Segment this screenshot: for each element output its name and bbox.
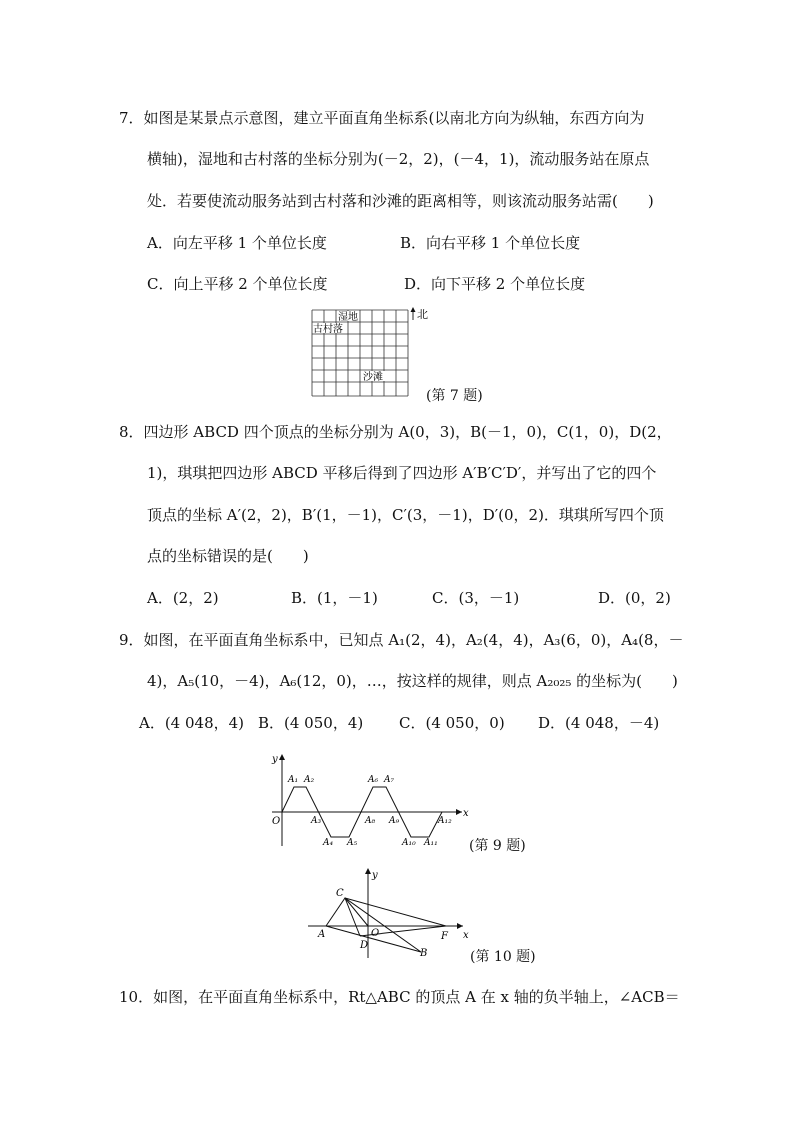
q10-origin-label: O: [371, 928, 380, 939]
q8-option-a: A．(2，2): [147, 589, 219, 607]
q10-x-label: x: [463, 930, 469, 941]
q9-figure: [262, 750, 472, 850]
q9-point-label: A₃: [311, 816, 322, 826]
q10-point-label: C: [336, 888, 344, 899]
q9-line-1: 9．如图，在平面直角坐标系中，已知点 A₁(2，4)，A₂(4，4)，A₃(6，0)，A₄(8，－: [119, 631, 684, 649]
q10-figure: [308, 866, 473, 961]
q9-y-label: y: [272, 754, 278, 765]
q9-line-2: 4)，A₅(10，－4)，A₆(12，0)，…，按这样的规律，则点 A₂₀₂₅ 的坐标为( ): [147, 672, 678, 690]
q9-point-label: A₉: [389, 816, 400, 826]
q10-point-label: D: [360, 940, 369, 951]
q9-origin-label: O: [272, 816, 281, 827]
q7-grid-figure: [300, 300, 440, 400]
q7-label-beach: 沙滩: [363, 372, 383, 383]
q9-point-label: A₁₂: [438, 816, 452, 826]
q7-line-3: 处．若要使流动服务站到古村落和沙滩的距离相等，则该流动服务站需( ): [147, 192, 654, 210]
q7-label-north: 北: [417, 308, 428, 321]
q10-segment-cf: [345, 898, 446, 926]
q10-caption: (第 10 题): [470, 949, 536, 965]
q7-line-2: 横轴)，湿地和古村落的坐标分别为(－2，2)，(－4，1)，流动服务站在原点: [147, 150, 650, 168]
q9-point-label: A₂: [304, 775, 315, 785]
q9-point-label: A₆: [368, 775, 379, 785]
q7-caption: (第 7 题): [426, 388, 483, 404]
q7-grid-lines: [312, 310, 408, 396]
q10-line-1: 10．如图，在平面直角坐标系中，Rt△ABC 的顶点 A 在 x 轴的负半轴上，∠ACB＝: [119, 988, 680, 1006]
q7-line-1: 7．如图是某景点示意图，建立平面直角坐标系(以南北方向为纵轴，东西方向为: [119, 109, 645, 127]
q7-option-c: C．向上平移 2 个单位长度: [147, 275, 328, 293]
q7-label-wetland: 湿地: [338, 312, 358, 323]
q9-option-d: D．(4 048，－4): [538, 714, 660, 732]
q8-line-2: 1)，琪琪把四边形 ABCD 平移后得到了四边形 A′B′C′D′，并写出了它的四个: [147, 464, 657, 482]
q9-point-label: A₅: [347, 838, 358, 848]
q7-label-village: 古村落: [313, 324, 343, 335]
q9-x-label: x: [463, 808, 469, 819]
q9-point-label: A₁₁: [424, 838, 438, 848]
q9-point-label: A₈: [365, 816, 376, 826]
q9-option-c: C．(4 050，0): [399, 714, 505, 732]
q9-point-label: A₁: [288, 775, 299, 785]
q8-line-3: 顶点的坐标 A′(2，2)，B′(1，－1)，C′(3，－1)，D′(0，2)．琪琪所写四个顶: [147, 506, 664, 524]
q8-line-1: 8．四边形 ABCD 四个顶点的坐标分别为 A(0，3)，B(－1，0)，C(1，0)，D(2，: [119, 423, 672, 441]
q7-north-arrow: [411, 307, 416, 320]
q7-option-b: B．向右平移 1 个单位长度: [400, 234, 581, 252]
q9-option-b: B．(4 050，4): [258, 714, 364, 732]
q8-option-c: C．(3，－1): [432, 589, 520, 607]
q8-option-d: D．(0，2): [598, 589, 671, 607]
q8-line-4: 点的坐标错误的是( ): [147, 547, 309, 565]
q7-option-a: A．向左平移 1 个单位长度: [147, 234, 327, 252]
q9-option-a: A．(4 048，4): [139, 714, 245, 732]
q7-option-d: D．向下平移 2 个单位长度: [404, 275, 586, 293]
q10-point-label: A: [318, 929, 326, 940]
q9-point-label: A₄: [323, 838, 334, 848]
q9-point-label: A₁₀: [402, 838, 416, 848]
q10-y-label: y: [372, 870, 378, 881]
q8-option-b: B．(1，－1): [291, 589, 378, 607]
q9-caption: (第 9 题): [469, 838, 526, 854]
q10-point-label: F: [441, 931, 448, 942]
q10-point-label: B: [420, 948, 428, 959]
q9-point-label: A₇: [384, 775, 395, 785]
